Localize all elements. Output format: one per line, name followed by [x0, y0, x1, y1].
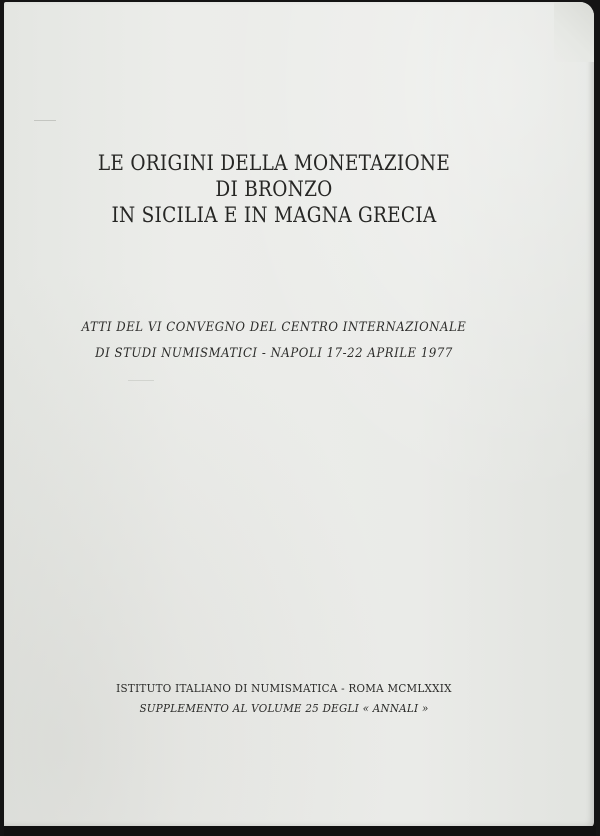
cover-page: [4, 2, 594, 828]
paper-mark: [128, 380, 154, 381]
proceedings-line: ATTI DEL VI CONVEGNO DEL CENTRO INTERNAZIONALE: [81, 320, 467, 335]
book-title: [36, 150, 511, 228]
proceedings-line: DI STUDI NUMISMATICI - NAPOLI 17-22 APRILE 1977: [95, 346, 453, 361]
title-line: IN SICILIA E IN MAGNA GRECIA: [111, 203, 437, 227]
scan-border: [4, 826, 596, 836]
publisher-block: [32, 678, 536, 718]
publisher-line: ISTITUTO ITALIANO DI NUMISMATICA - ROMA MCMLXXIX: [116, 681, 452, 695]
paper-mark: [34, 120, 56, 121]
supplement-line: SUPPLEMENTO AL VOLUME 25 DEGLI « ANNALI »: [139, 701, 429, 715]
proceedings-subtitle: [31, 315, 517, 367]
title-line: LE ORIGINI DELLA MONETAZIONE: [97, 151, 451, 175]
title-line: DI BRONZO: [215, 177, 333, 201]
